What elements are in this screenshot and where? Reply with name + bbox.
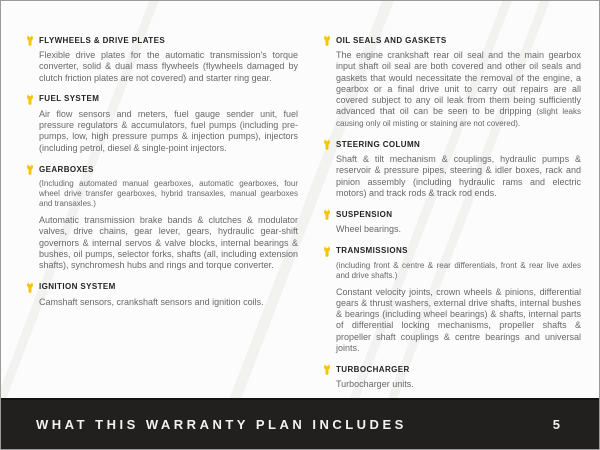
- spanner-icon: [26, 94, 39, 105]
- section-body: The engine crankshaft rear oil seal and the main gearbox input shaft oil seal are both covered and other oil seals and gaskets that would necessitate the removal of the engine, a gearbox or a final drive unit to carry out repairs are all covered subject to any oil leak from them being sufficiently advanced that oil can be seen to be dripping (slight leaks causing only oil misting or staining are not covered).: [336, 50, 581, 128]
- section-body: Wheel bearings.: [336, 224, 402, 235]
- warranty-section: [323, 139, 581, 199]
- section-heading: FUEL SYSTEM: [39, 94, 100, 104]
- warranty-section: [26, 164, 298, 271]
- section-heading: FLYWHEELS & DRIVE PLATES: [39, 35, 166, 45]
- page-title: WHAT THIS WARRANTY PLAN INCLUDES: [36, 417, 407, 432]
- section-body: Shaft & tilt mechanism & couplings, hydraulic pumps & reservoir & pressure pipes, steering & idler boxes, rack and pinion assembly (including hydraulic rams and electric motors) and track rods & track rod ends.: [336, 154, 581, 198]
- section-heading: SUSPENSION: [336, 209, 393, 219]
- section-heading: STEERING COLUMN: [336, 139, 421, 149]
- section-heading: IGNITION SYSTEM: [39, 282, 116, 292]
- warranty-section: [26, 282, 298, 308]
- section-body: Turbocharger units.: [336, 379, 414, 390]
- warranty-section: [323, 35, 581, 129]
- spanner-icon: [26, 164, 39, 175]
- warranty-section: [323, 246, 581, 355]
- section-heading: OIL SEALS AND GASKETS: [336, 35, 447, 45]
- section-body: Flexible drive plates for the automatic transmission's torque converter, solid & dual mass flywheels (flywheels damaged by clutch friction plates are not covered) and starter ring gear.: [39, 50, 298, 83]
- section-body: Air flow sensors and meters, fuel gauge sender unit, fuel pressure regulators & accumulators, fuel pumps (including pre-pumps, low, high pressure pumps & injection pumps), injectors (including petrol, diesel & single-point injectors.: [39, 108, 298, 153]
- right-column: [323, 35, 581, 397]
- section-heading: TURBOCHARGER: [336, 364, 410, 374]
- spanner-icon: [323, 364, 336, 375]
- spanner-icon: [323, 246, 336, 257]
- warranty-section: [26, 94, 298, 154]
- spanner-icon: [323, 209, 336, 220]
- left-column: [26, 35, 298, 397]
- warranty-section: [323, 209, 581, 235]
- section-body: Automatic transmission brake bands & clutches & modulator valves, drive chains, gear lever, gears, hydraulic gear-shift governors & internal servos & valve blocks, internal bearings & bushes, oil pumps, selector forks, shafts (all, including extension shafts), synchromesh hubs and rings and torque converter.: [39, 215, 298, 271]
- section-note-inline: (slight leaks causing only oil misting or staining are not covered).: [336, 107, 581, 128]
- spanner-icon: [26, 35, 39, 46]
- section-heading: TRANSMISSIONS: [336, 246, 408, 256]
- warranty-section: [323, 364, 581, 390]
- spanner-icon: [323, 139, 336, 150]
- spanner-icon: [323, 35, 336, 46]
- spanner-icon: [26, 282, 39, 293]
- footer-bar: [1, 398, 599, 449]
- section-body: Camshaft sensors, crankshaft sensors and ignition coils.: [39, 296, 264, 307]
- warranty-section: [26, 35, 298, 84]
- section-heading: GEARBOXES: [39, 164, 94, 174]
- page-number: 5: [552, 417, 561, 432]
- section-note: (including front & centre & rear differentials, front & rear live axles and drive shafts.): [336, 260, 581, 280]
- section-note: (Including automated manual gearboxes, automatic gearboxes, four wheel drive transfer gearboxes, hybrid transaxles, manual gearboxes and transaxles.): [39, 179, 298, 209]
- section-body: Constant velocity joints, crown wheels & pinions, differential gears & thrust washers, external drive shafts, internal bushes & bearings (including wheel bearings) & shafts, internal parts of differential locking mechanisms, propeller shafts & propeller shaft couplings & centre bearings and universal joints.: [336, 286, 581, 354]
